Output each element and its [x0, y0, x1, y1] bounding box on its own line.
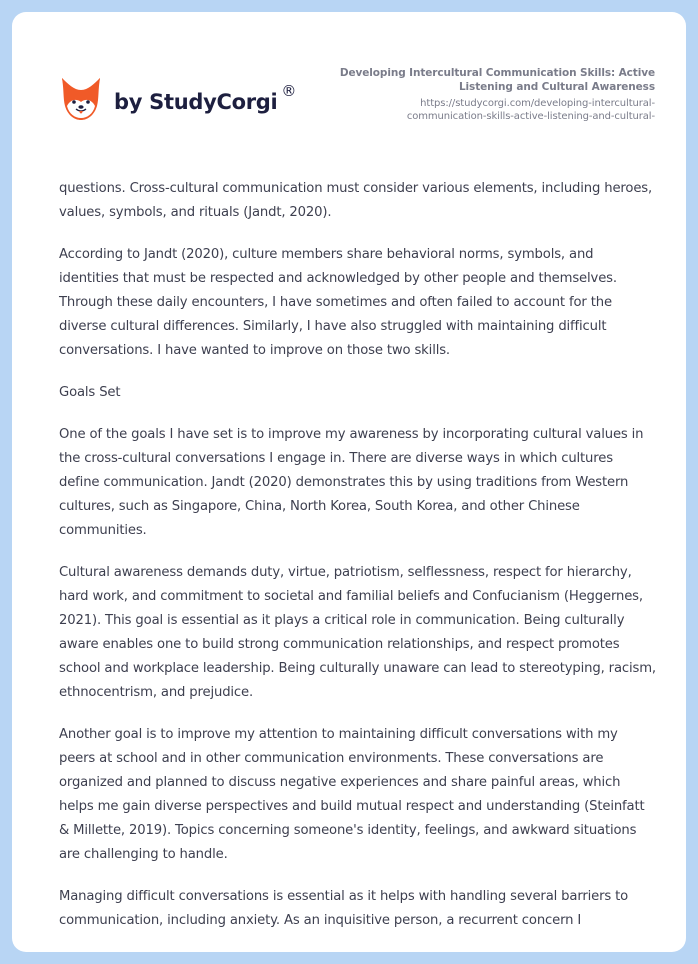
logo-text: by StudyCorgi — [114, 90, 278, 114]
document-header — [12, 12, 686, 162]
document-title: Developing Intercultural Communication Skills: Active Listening and Cultural Awareness — [339, 67, 655, 93]
studycorgi-logo[interactable] — [60, 76, 296, 122]
corgi-icon — [60, 76, 102, 122]
document-body — [59, 177, 657, 951]
paragraph: Another goal is to improve my attention to maintaining difficult conversations with my peers at school and in other communication environments. These conversations are organized and planned to discuss negative experiences and share painful areas, which helps me gain diverse perspectives and build mutual respect and understanding (Steinfatt & Millette, 2019). Topics concerning someone's identity, feelings, and awkward situations are challenging to handle. — [59, 727, 645, 862]
registered-trademark-icon: ® — [281, 82, 297, 100]
document-url[interactable] — [315, 97, 655, 123]
paragraph: One of the goals I have set is to improve my awareness by incorporating cultural values in the cross-cultural conversations I engage in. There are diverse ways in which cultures define communication. Jandt (2020) demonstrates this by using traditions from Western cultures, such as Singapore, China, North Korea, South Korea, and other Chinese communities. — [59, 427, 644, 538]
document-card — [12, 12, 686, 952]
document-url-line-2[interactable]: communication-skills-active-listening-and-cultural- — [406, 111, 655, 122]
document-url-line-1[interactable]: https://studycorgi.com/developing-intercultural- — [420, 98, 655, 109]
section-heading-goals-set: Goals Set — [59, 385, 121, 400]
paragraph: Cultural awareness demands duty, virtue, patriotism, selflessness, respect for hierarchy, hard work, and commitment to societal and familial beliefs and Confucianism (Heggernes, 2021). This goal is essential as it plays a critical role in communication. Being culturally aware enables one to build strong communication relationships, and respect promotes school and workplace leadership. Being culturally unaware can lead to stereotyping, racism, ethnocentrism, and prejudice. — [59, 565, 656, 700]
paragraph: According to Jandt (2020), culture members share behavioral norms, symbols, and identities that must be respected and acknowledged by other people and themselves. Through these daily encounters, I have sometimes and often failed to account for the diverse cultural differences. Similarly, I have also struggled with maintaining difficult conversations. I have wanted to improve on those two skills. — [59, 247, 617, 358]
paragraph: Managing difficult conversations is essential as it helps with handling several barriers to communication, including anxiety. As an inquisitive person, a recurrent concern I — [59, 889, 629, 928]
paragraph: questions. Cross-cultural communication must consider various elements, including heroes, values, symbols, and rituals (Jandt, 2020). — [59, 181, 653, 220]
document-meta — [315, 66, 655, 123]
